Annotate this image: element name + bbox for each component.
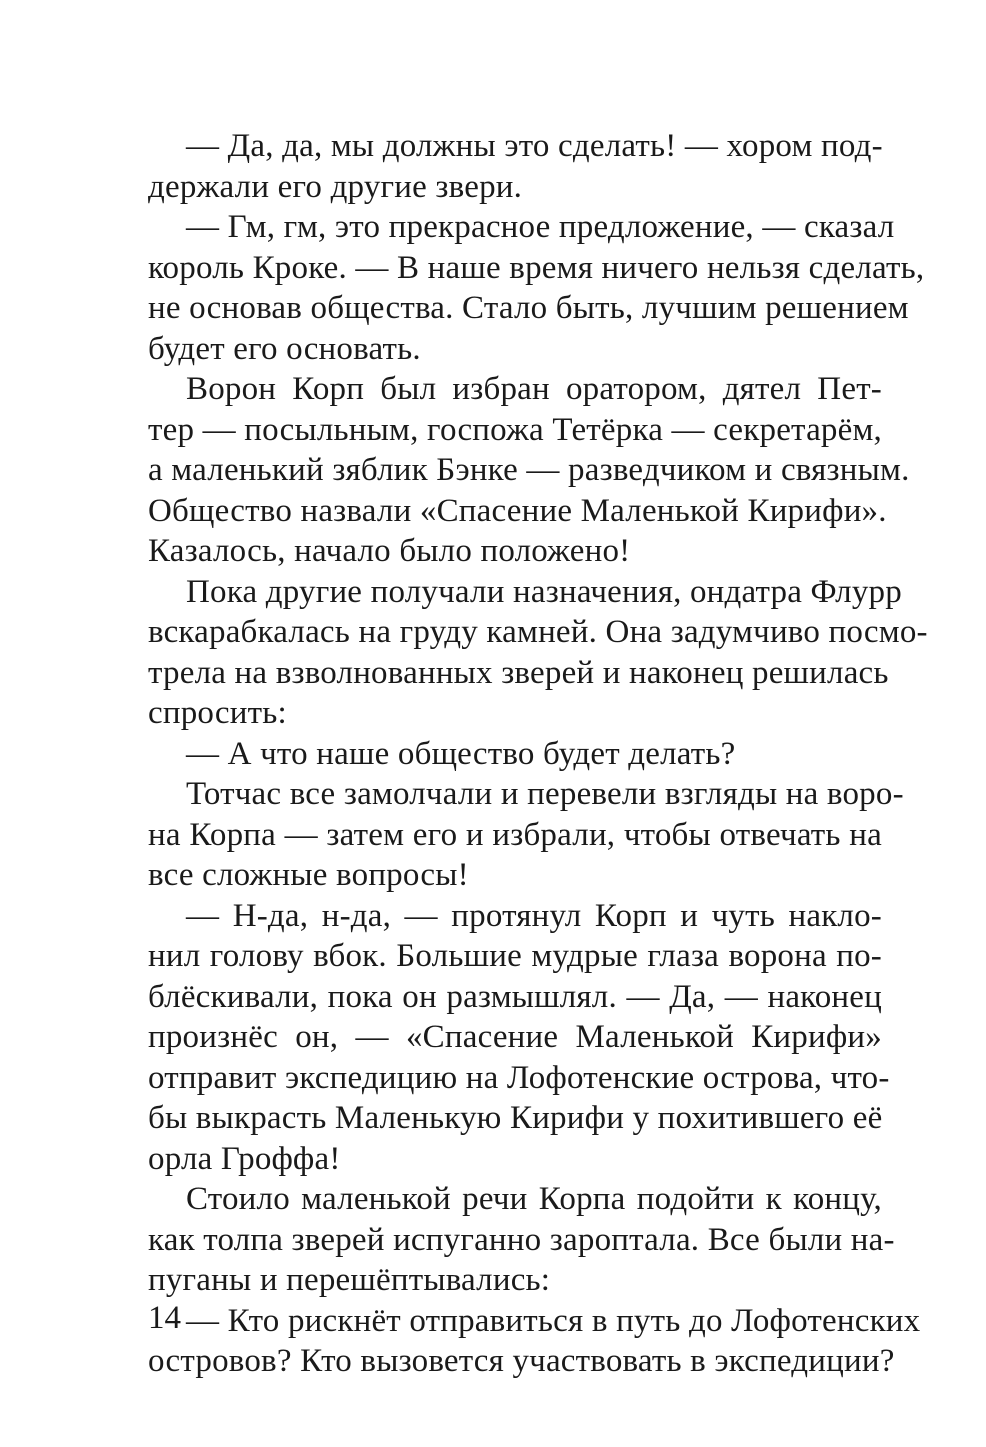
text-line: а маленький зяблик Бэнке — разведчиком и связным. xyxy=(148,452,910,488)
paragraph xyxy=(148,1301,921,1382)
text-line: островов? Кто вызовется участвовать в экспедиции? xyxy=(148,1343,895,1379)
paragraph xyxy=(148,774,904,896)
paragraph xyxy=(148,369,910,572)
text-line: орла Гроффа! xyxy=(148,1140,341,1177)
text-line: король Кроке. — В наше время ничего нельзя сделать, xyxy=(148,249,925,286)
text-line: — А что наше общество будет делать? xyxy=(186,735,736,772)
text-line: как толпа зверей испуганно зароптала. Все были на- xyxy=(148,1221,895,1258)
text-line: Ворон Корп был избран оратором, дятел Пет- xyxy=(186,371,882,407)
text-line: на Корпа — затем его и избрали, чтобы отвечать на xyxy=(148,816,882,853)
text-line: спросить: xyxy=(148,695,287,731)
text-line: не основав общества. Стало быть, лучшим решением xyxy=(148,290,909,326)
text-line: Казалось, начало было положено! xyxy=(148,533,631,569)
text-line: — Н-да, н-да, — протянул Корп и чуть накло- xyxy=(186,897,882,934)
paragraph xyxy=(148,207,925,369)
text-line: блёскивали, пока он размышлял. — Да, — наконец xyxy=(148,978,882,1015)
text-line: — Да, да, мы должны это сделать! — хором под- xyxy=(186,128,883,164)
page-body xyxy=(148,126,928,1382)
paragraph xyxy=(148,126,882,207)
page-number: 14 xyxy=(148,1300,181,1336)
text-line: произнёс он, — «Спасение Маленькой Кирифи» xyxy=(148,1019,882,1055)
text-line: бы выкрасть Маленькую Кирифи у похитившего её xyxy=(148,1100,883,1136)
text-line: вскарабкалась на груду камней. Она задумчиво посмо- xyxy=(148,614,928,650)
text-line: будет его основать. xyxy=(148,330,421,367)
text-line: все сложные вопросы! xyxy=(148,857,469,893)
paragraph xyxy=(148,734,882,775)
text-line: Стоило маленькой речи Корпа подойти к концу, xyxy=(186,1181,882,1217)
text-line: отправит экспедицию на Лофотенские острова, что- xyxy=(148,1059,890,1096)
paragraph xyxy=(148,896,890,1180)
text-line: нил голову вбок. Большие мудрые глаза ворона по- xyxy=(148,938,882,974)
text-line: Тотчас все замолчали и перевели взгляды на воро- xyxy=(186,776,904,812)
text-line: — Гм, гм, это прекрасное предложение, — сказал xyxy=(186,209,895,245)
text-line: Пока другие получали назначения, ондатра Флурр xyxy=(186,573,902,610)
text-line: трела на взволнованных зверей и наконец решилась xyxy=(148,654,889,691)
text-line: — Кто рискнёт отправиться в путь до Лофотенских xyxy=(186,1302,921,1339)
text-line: тер — посыльным, госпожа Тетёрка — секретарём, xyxy=(148,411,882,448)
text-line: держали его другие звери. xyxy=(148,168,523,205)
paragraph xyxy=(148,1179,895,1301)
paragraph xyxy=(148,572,928,734)
text-line: Общество назвали «Спасение Маленькой Кирифи». xyxy=(148,492,887,529)
text-line: пуганы и перешёптывались: xyxy=(148,1262,551,1298)
